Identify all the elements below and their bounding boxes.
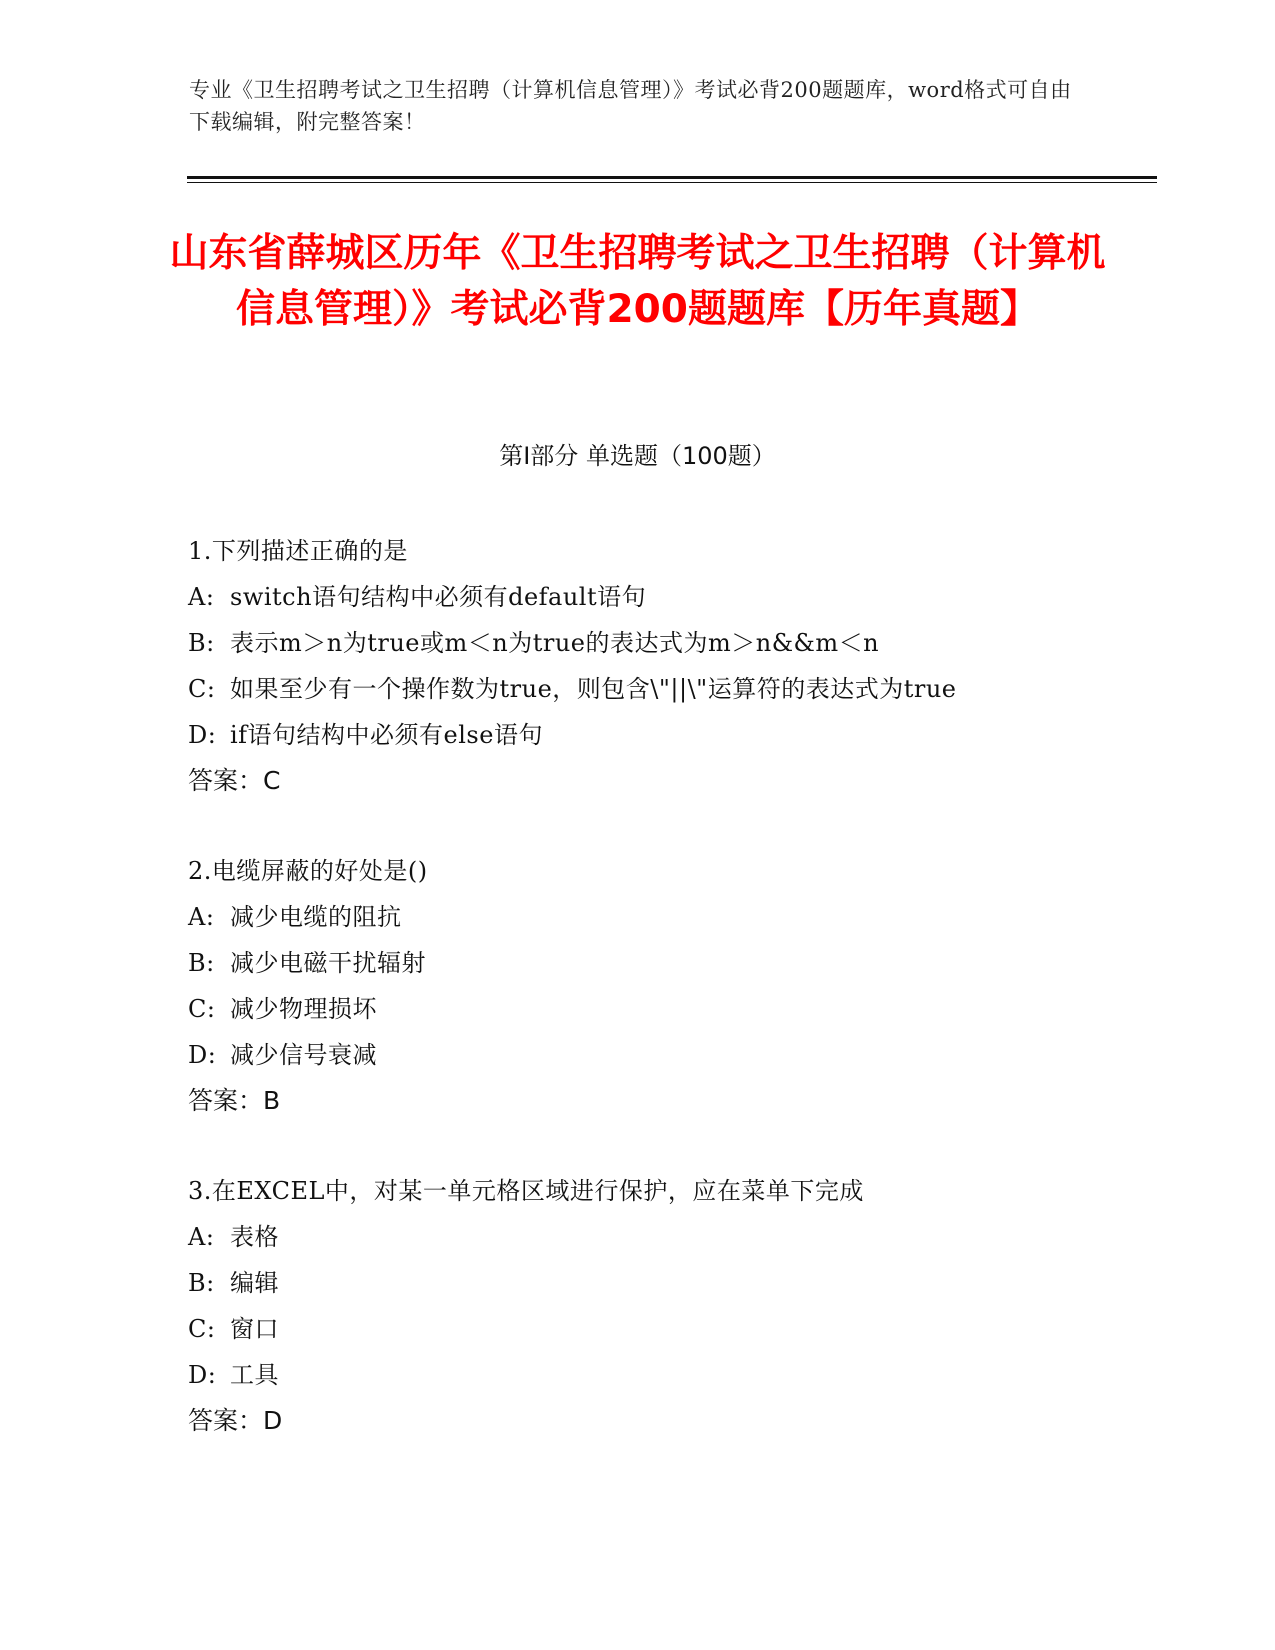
option-c	[188, 986, 1088, 1032]
header-divider-thick	[187, 176, 1157, 179]
option-text: 表格	[230, 1223, 279, 1251]
question-3	[188, 1168, 1088, 1444]
option-text: switch语句结构中必须有default语句	[230, 583, 647, 611]
option-c	[188, 1306, 1088, 1352]
answer-label: 答案：D	[188, 1406, 283, 1435]
answer-label: 答案：B	[188, 1086, 281, 1115]
option-a	[188, 574, 1088, 620]
option-letter: A:	[188, 1223, 215, 1251]
option-b	[188, 940, 1088, 986]
option-text: 编辑	[230, 1269, 279, 1297]
option-text: 如果至少有一个操作数为true，则包含\"||\"运算符的表达式为true	[230, 675, 957, 703]
question-list	[188, 528, 1088, 1488]
question-1	[188, 528, 1088, 804]
option-d	[188, 1352, 1088, 1398]
option-letter: D:	[188, 1041, 217, 1069]
header-note: 专业《卫生招聘考试之卫生招聘（计算机信息管理）》考试必背200题题库，word格式可自由下载编辑，附完整答案！	[189, 78, 1072, 134]
option-letter: A:	[188, 903, 215, 931]
question-stem: 3.在EXCEL中，对某一单元格区域进行保护，应在菜单下完成	[188, 1177, 864, 1205]
option-c	[188, 666, 1048, 712]
option-text: 减少信号衰减	[230, 1041, 377, 1069]
option-letter: D:	[188, 1361, 217, 1389]
option-text: if语句结构中必须有else语句	[230, 721, 543, 749]
option-b	[188, 1260, 1088, 1306]
option-d	[188, 1032, 1088, 1078]
option-letter: A:	[188, 583, 215, 611]
option-letter: C:	[188, 995, 216, 1023]
question-stem: 2.电缆屏蔽的好处是()	[188, 857, 428, 885]
option-d	[188, 712, 1088, 758]
option-text: 工具	[230, 1361, 279, 1389]
option-text: 窗口	[230, 1315, 279, 1343]
option-letter: B:	[188, 629, 215, 657]
option-b	[188, 620, 1088, 666]
section-heading: 第Ⅰ部分 单选题（100题）	[499, 442, 776, 470]
option-a	[188, 894, 1088, 940]
option-letter: B:	[188, 1269, 215, 1297]
answer-label: 答案：C	[188, 766, 281, 795]
document-title: 山东省薛城区历年《卫生招聘考试之卫生招聘（计算机信息管理）》考试必背200题题库【历年真题】	[169, 231, 1106, 332]
option-text: 减少物理损坏	[230, 995, 377, 1023]
option-letter: B:	[188, 949, 215, 977]
question-stem: 1.下列描述正确的是	[188, 537, 408, 565]
question-2	[188, 848, 1088, 1124]
option-text: 减少电磁干扰辐射	[230, 949, 426, 977]
header-divider-thin	[187, 182, 1157, 183]
option-letter: D:	[188, 721, 217, 749]
option-a	[188, 1214, 1088, 1260]
option-letter: C:	[188, 1315, 216, 1343]
option-letter: C:	[188, 675, 216, 703]
option-text: 减少电缆的阻抗	[230, 903, 402, 931]
option-text: 表示m＞n为true或m＜n为true的表达式为m＞n&&m＜n	[230, 629, 880, 657]
